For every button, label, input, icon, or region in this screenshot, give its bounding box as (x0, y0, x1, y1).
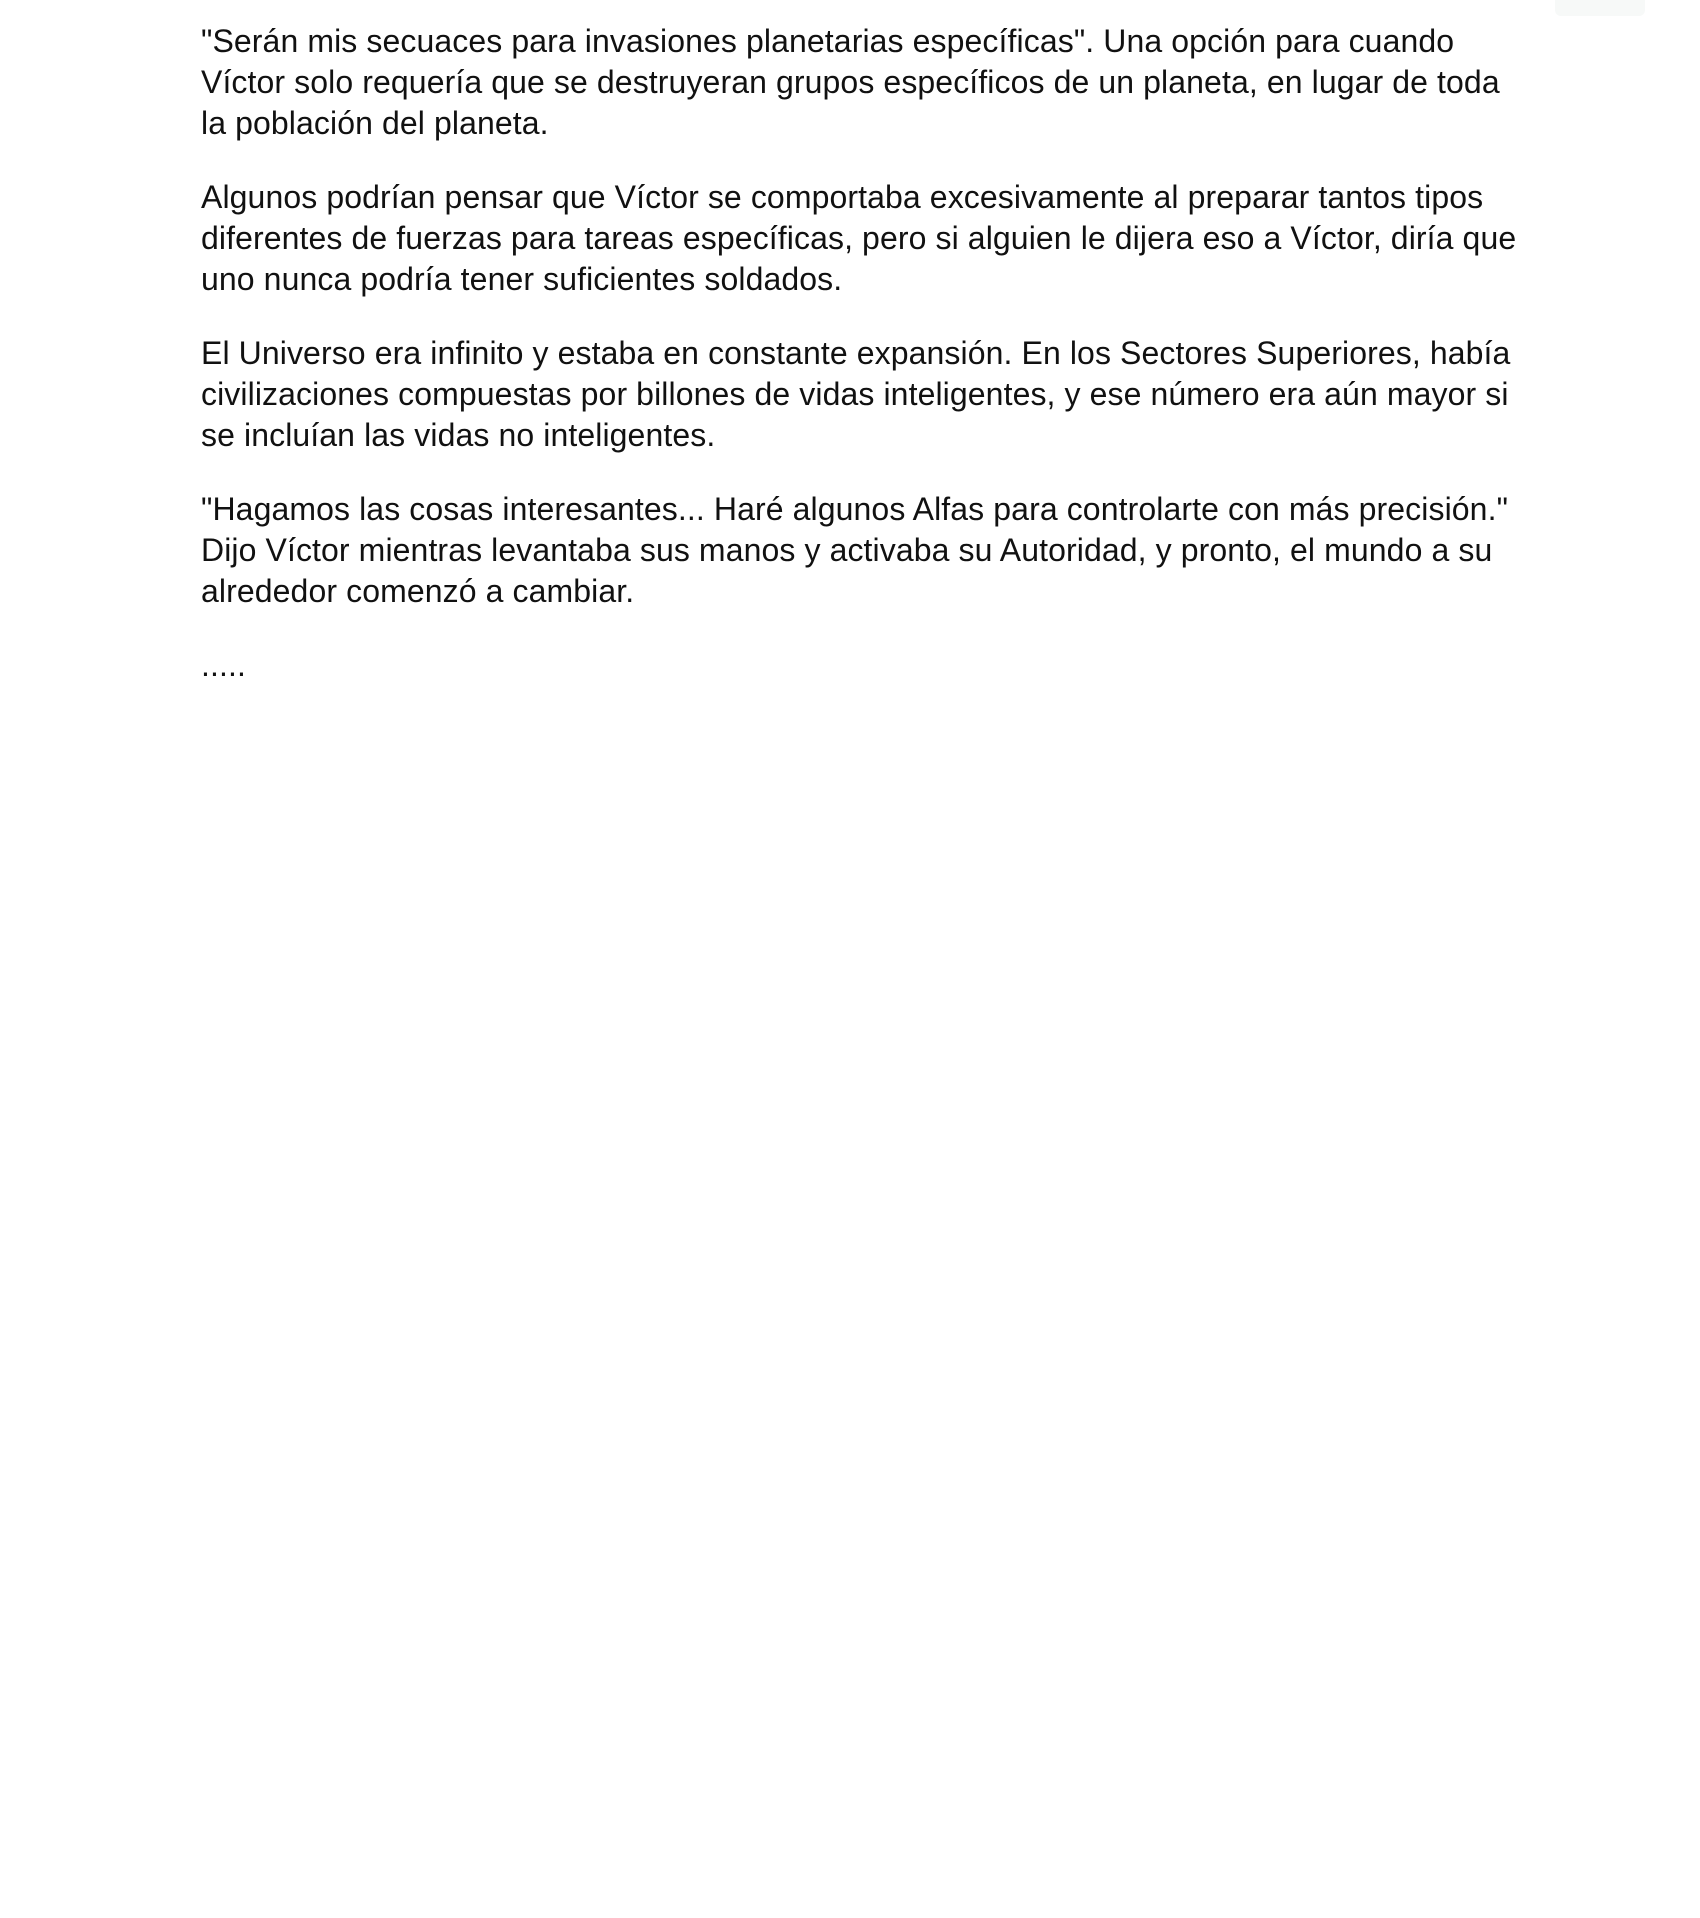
paragraph-1: "Serán mis secuaces para invasiones planetarias específicas". Una opción para cuando Víctor solo requería que se destruyeran grupos específicos de un planeta, en lugar de toda la población del planeta. (201, 23, 1500, 141)
page-edge-tab (1555, 0, 1645, 16)
paragraph-2: Algunos podrían pensar que Víctor se comportaba excesivamente al preparar tantos tipos diferentes de fuerzas para tareas específicas, pero si alguien le dijera eso a Víctor, diría que uno nunca podría tener suficientes soldados. (201, 179, 1517, 297)
document-body (201, 21, 1531, 719)
section-break-dots: ..... (201, 647, 246, 683)
paragraph-3: El Universo era infinito y estaba en constante expansión. En los Sectores Superiores, había civilizaciones compuestas por billones de vidas inteligentes, y ese número era aún mayor si se incluían las vidas no inteligentes. (201, 335, 1511, 453)
paragraph-4: "Hagamos las cosas interesantes... Haré algunos Alfas para controlarte con más precisión." Dijo Víctor mientras levantaba sus manos y activaba su Autoridad, y pronto, el mundo a su alrededor comenzó a cambiar. (201, 491, 1509, 609)
